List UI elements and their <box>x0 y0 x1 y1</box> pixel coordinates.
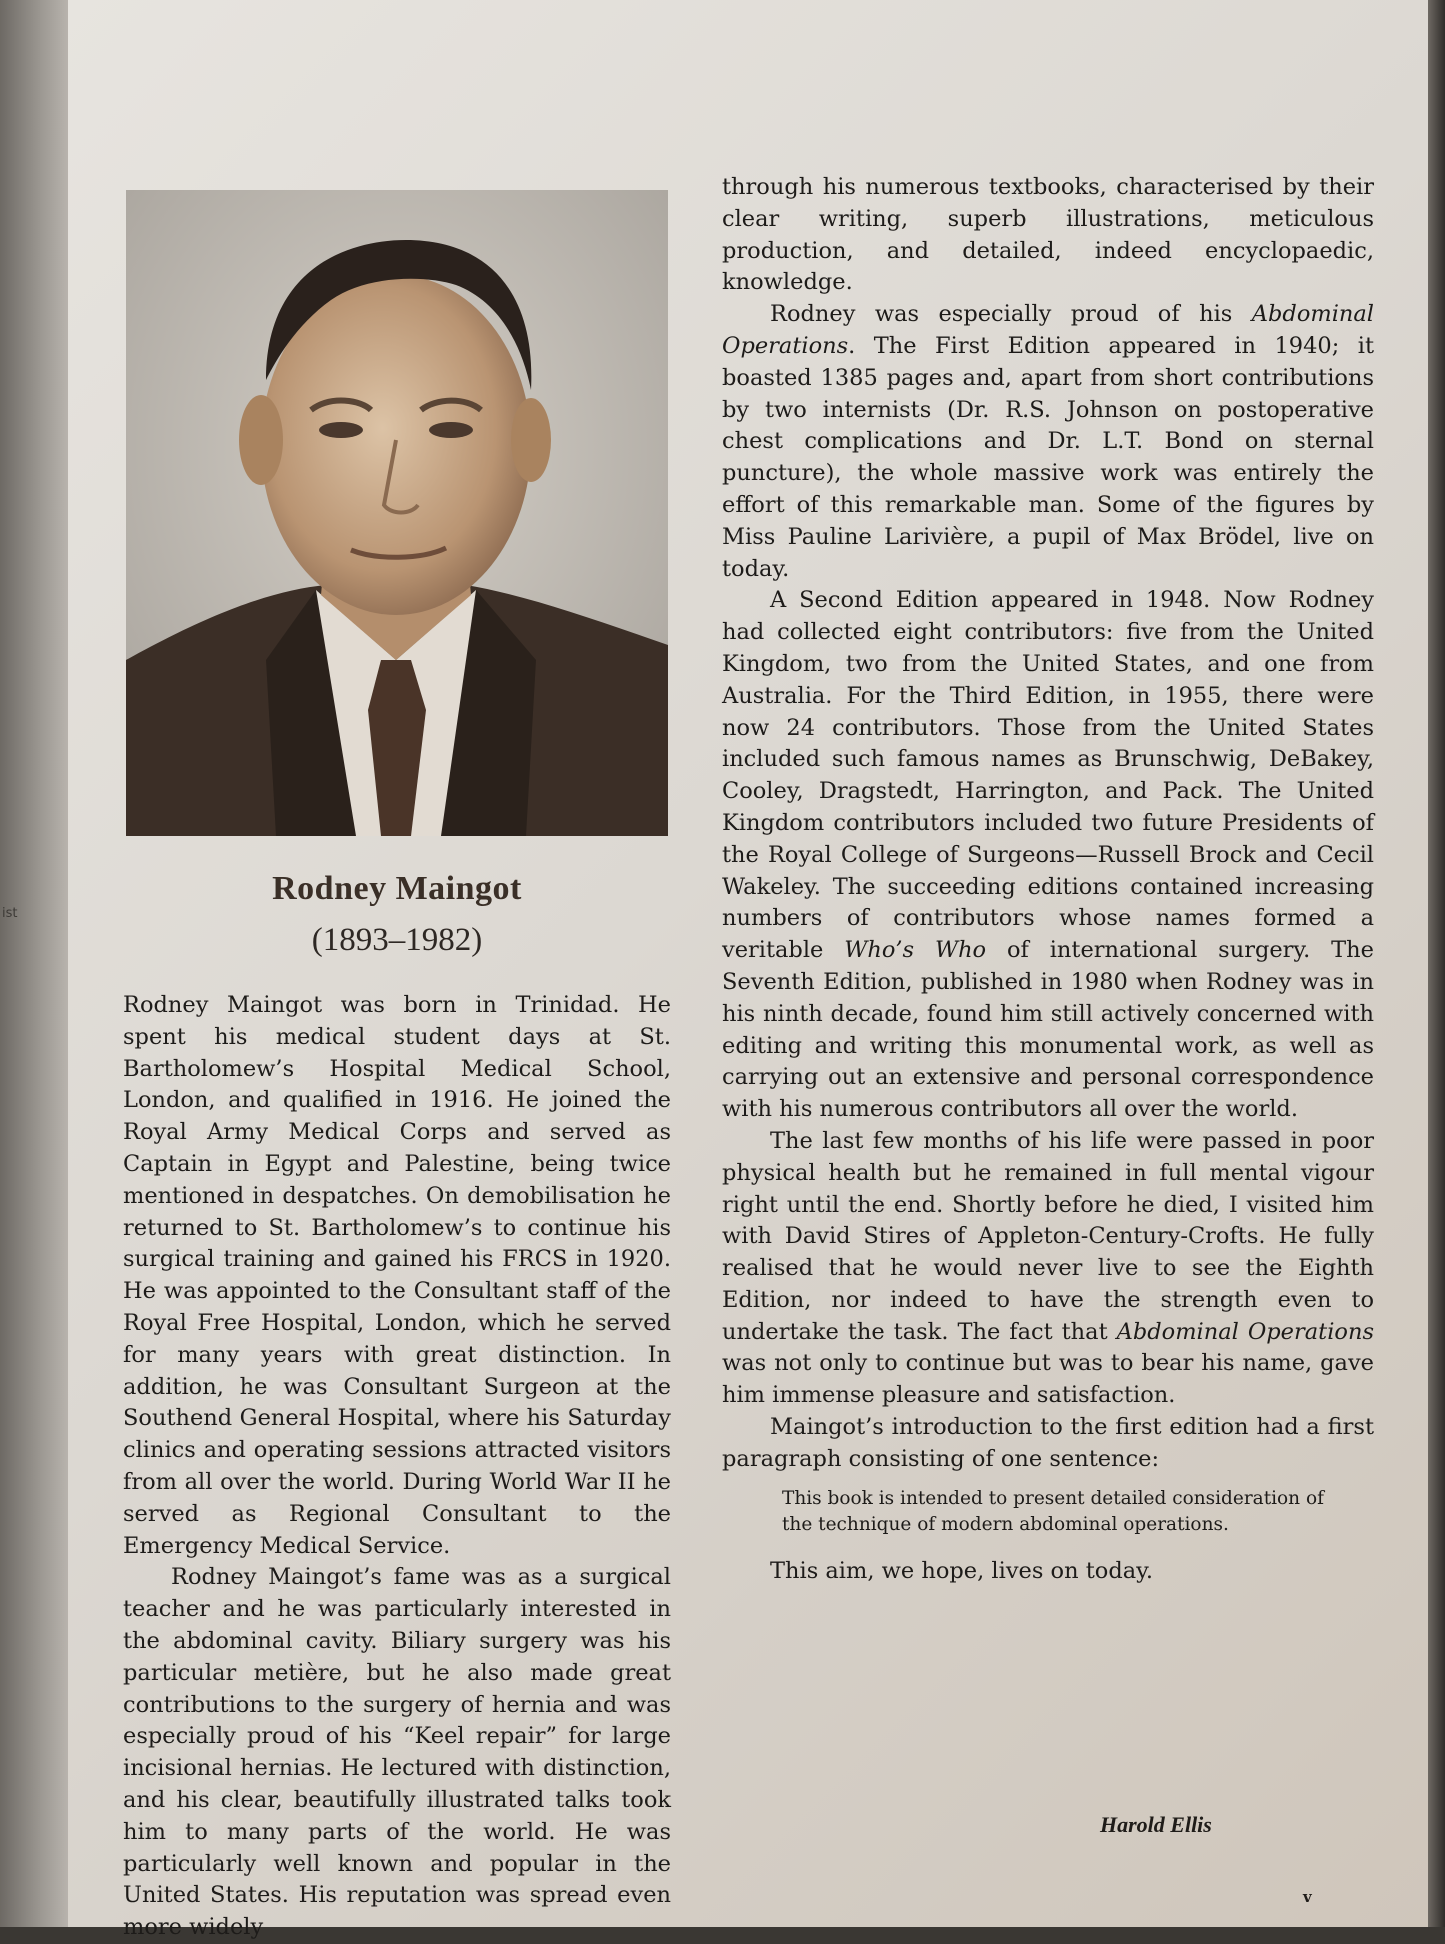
paragraph: through his numerous textbooks, characterised by their clear writing, superb illustrations, meticulous production, and detailed, indeed encyclopaedic, knowledge. <box>722 174 1374 296</box>
book-title-italic: Abdominal Operations <box>722 301 1374 359</box>
paragraph: This aim, we hope, lives on today. <box>770 1557 1154 1584</box>
page-edge-shadow <box>1428 0 1445 1927</box>
subject-name: Rodney Maingot <box>272 870 522 907</box>
paragraph: Rodney Maingot was born in Trinidad. He spent his medical student days at St. Bartholomew’s Hospital Medical School, London, and qualified in 1916. He joined the Royal Army Medical Corps and served as Captain in Egypt and Palestine, being twice mentioned in despatches. On demobilisation he returned to St. Bartholomew’s to continue his surgical training and gained his FRCS in 1920. He was appointed to the Consultant staff of the Royal Free Hospital, London, which he served for many years with great distinction. In addition, he was Consultant Surgeon at the Southend General Hospital, where his Saturday clinics and operating sessions attracted visitors from all over the world. During World War II he served as Regional Consultant to the Emergency Medical Service. <box>123 992 671 1559</box>
left-text-column <box>123 990 671 1944</box>
text-run: of international surgery. The Seventh Edition, published in 1980 when Rodney was in his ninth decade, found him still actively concerned with editing and writing this monumental work, as well as carrying out an extensive and personal correspondence with his numerous contributors all over the world. <box>722 937 1374 1123</box>
paragraph <box>722 299 1374 585</box>
author-signature: Harold Ellis <box>1100 1812 1212 1837</box>
text-run: . The First Edition appeared in 1940; it boasted 1385 pages and, apart from short contributions by two internists (Dr. R.S. Johnson on postoperative chest complications and Dr. L.T. Bond on sternal puncture), the whole massive work was entirely the effort of this remarkable man. Some of the figures by Miss Pauline Larivière, a pupil of Max Brödel, live on today. <box>722 332 1374 582</box>
facing-page-edge <box>0 0 68 1927</box>
block-quote: This book is intended to present detailed consideration of the technique of modern abdominal operations. <box>782 1487 1324 1535</box>
subject-lifespan: (1893–1982) <box>311 922 483 958</box>
text-run: The last few months of his life were passed in poor physical health but he remained in full mental vigour right until the end. Shortly before he died, I visited him with David Stires of Appleton-Century-Crofts. He fully realised that he would never live to see the Eighth Edition, nor indeed to have the strength even to undertake the task. The fact that <box>722 1127 1374 1345</box>
text-run: Rodney was especially proud of his <box>770 301 1252 328</box>
book-title-italic: Abdominal Operations <box>1116 1318 1374 1345</box>
paragraph: Rodney Maingot’s fame was as a surgical teacher and he was particularly interested in the abdominal cavity. Biliary surgery was his particular metière, but he also made great contributions to the surgery of hernia and was especially proud of his “Keel repair” for large incisional hernias. He lectured with distinction, and his clear, beautifully illustrated talks took him to many parts of the world. He was particularly well known and popular in the United States. His reputation was spread even more widely <box>123 1564 671 1941</box>
paragraph <box>722 585 1374 1126</box>
text-run: was not only to continue but was to bear his name, gave him immense pleasure and satisfaction. <box>722 1350 1374 1409</box>
page-number: v <box>1303 1888 1312 1906</box>
italic-phrase: Who’s Who <box>844 937 987 964</box>
right-text-column <box>722 172 1374 1587</box>
portrait-photo <box>126 190 668 836</box>
paragraph: Maingot’s introduction to the first edition had a first paragraph consisting of one sentence: <box>722 1414 1374 1472</box>
portrait-illustration <box>126 190 668 836</box>
facing-page-text: ist <box>2 906 18 921</box>
paragraph <box>722 1126 1374 1412</box>
text-run: A Second Edition appeared in 1948. Now Rodney had collected eight contributors: five from the United Kingdom, two from the United States, and one from Australia. For the Third Edition, in 1955, there were now 24 contributors. Those from the United States included such famous names as Brunschwig, DeBakey, Cooley, Dragstedt, Harrington, and Pack. The United Kingdom contributors included two future Presidents of the Royal College of Surgeons—Russell Brock and Cecil Wakeley. The succeeding editions contained increasing numbers of contributors whose names formed a veritable <box>722 587 1374 964</box>
